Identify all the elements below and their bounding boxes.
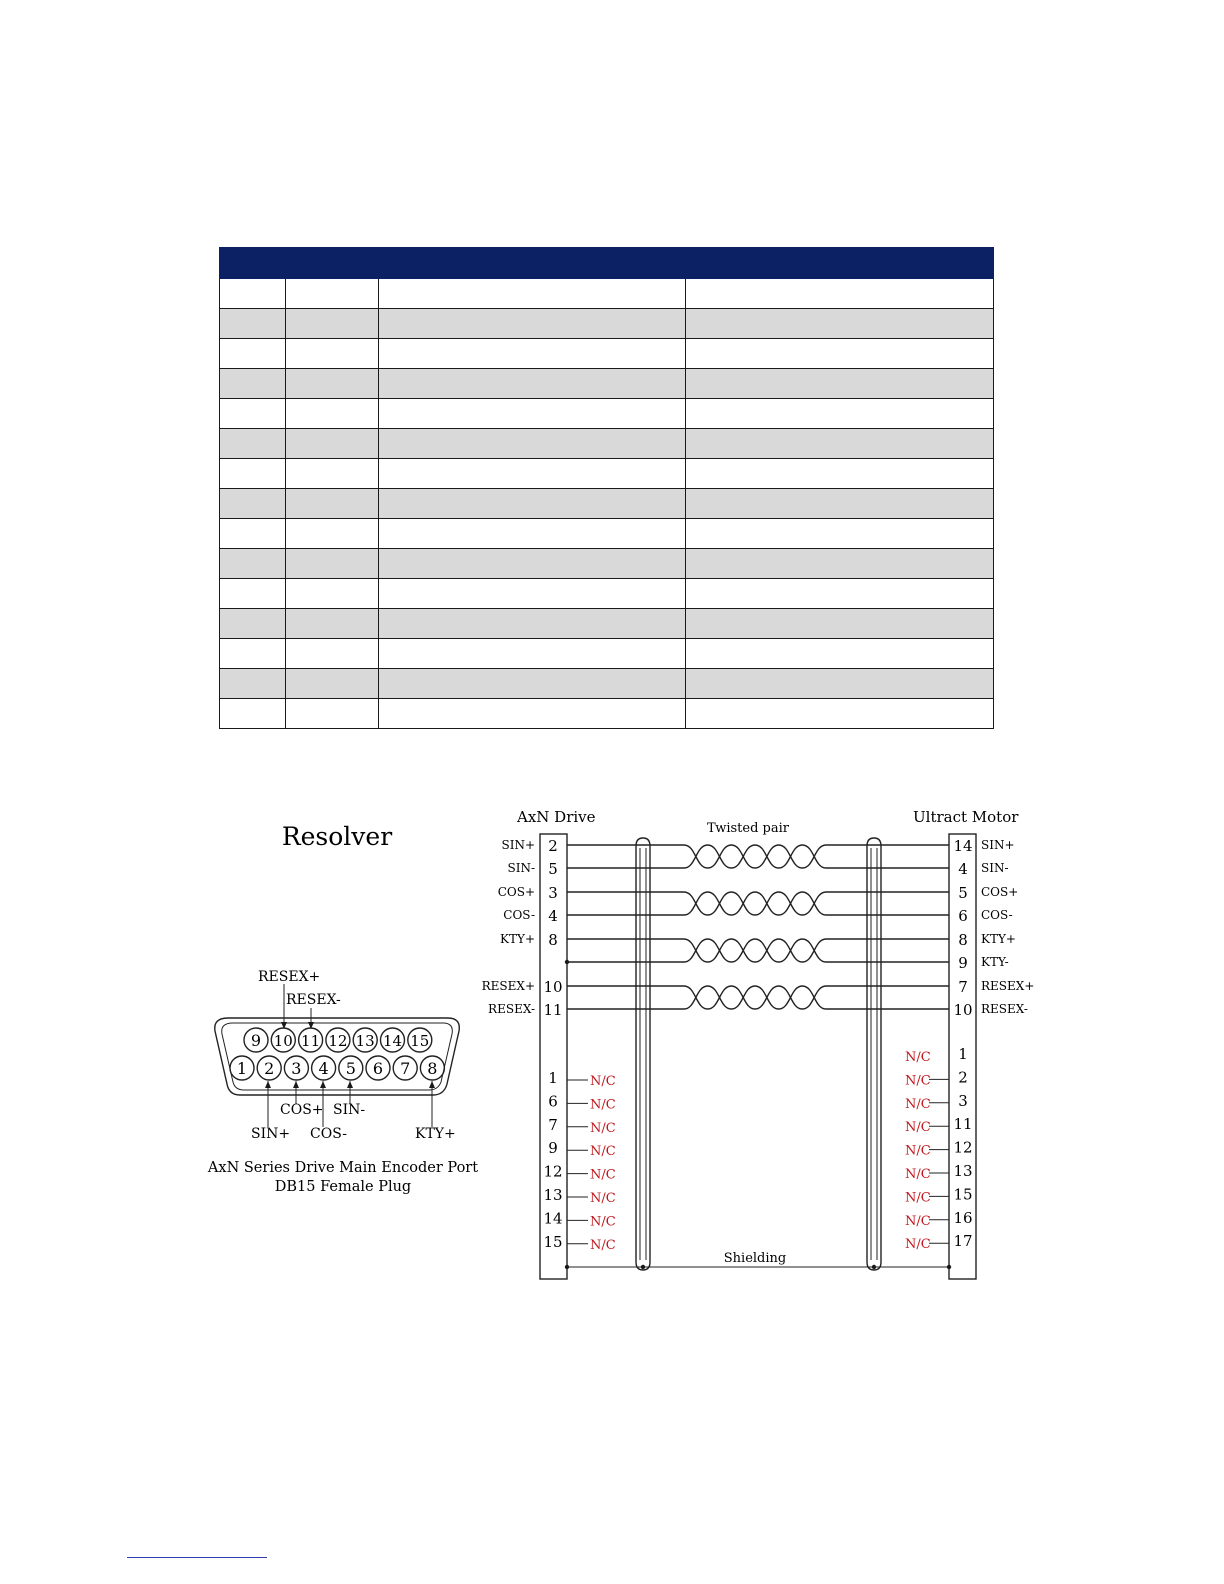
drive-signal-label: COS+ bbox=[497, 885, 535, 899]
label-sin-plus: SIN+ bbox=[251, 1126, 291, 1142]
motor-pin-number: 6 bbox=[958, 907, 968, 925]
db15-pin-number: 4 bbox=[318, 1059, 329, 1078]
motor-pin-number: 7 bbox=[958, 978, 968, 996]
nc-label: N/C bbox=[590, 1167, 616, 1183]
motor-title: Ultract Motor bbox=[913, 808, 1019, 826]
db15-pin-number: 12 bbox=[328, 1032, 348, 1050]
nc-label: N/C bbox=[590, 1074, 616, 1089]
motor-signal-label: SIN- bbox=[981, 861, 1009, 875]
label-cos-plus: COS+ bbox=[280, 1102, 324, 1118]
twist-mask bbox=[684, 843, 826, 870]
shielding-label: Shielding bbox=[723, 1251, 787, 1266]
twist-mask bbox=[684, 890, 826, 917]
nc-label: N/C bbox=[905, 1190, 931, 1206]
db15-pin-number: 10 bbox=[273, 1032, 293, 1050]
motor-nc-pins bbox=[905, 1045, 973, 1252]
nc-label: N/C bbox=[905, 1096, 931, 1112]
twisted-pair-label: Twisted pair bbox=[707, 821, 789, 836]
drive-pin-number: 11 bbox=[543, 1001, 563, 1019]
nc-label: N/C bbox=[905, 1213, 931, 1229]
drive-pin-number: 5 bbox=[548, 860, 558, 878]
footer-link-underline bbox=[127, 1557, 267, 1558]
drive-signal-label: RESEX- bbox=[488, 1002, 535, 1016]
db15-pin-number: 13 bbox=[355, 1032, 375, 1050]
resolver-title: Resolver bbox=[281, 822, 393, 851]
connector-caption-line2: DB15 Female Plug bbox=[274, 1179, 412, 1195]
drive-nc-pins bbox=[543, 1069, 615, 1253]
db15-pin-number: 11 bbox=[301, 1032, 321, 1050]
motor-pin-number: 10 bbox=[953, 1001, 973, 1019]
db15-pin-number: 8 bbox=[427, 1059, 438, 1078]
db15-pin-number: 3 bbox=[291, 1059, 302, 1078]
nc-label: N/C bbox=[905, 1167, 931, 1182]
motor-pin-number: 9 bbox=[958, 954, 968, 972]
label-kty-plus: KTY+ bbox=[415, 1126, 456, 1142]
motor-nc-pin-number: 15 bbox=[953, 1185, 973, 1204]
motor-signal-label: RESEX- bbox=[981, 1002, 1028, 1016]
db15-pin-number: 5 bbox=[345, 1059, 356, 1078]
twisted-pairs bbox=[684, 843, 826, 1011]
db15-pin-number: 7 bbox=[400, 1059, 411, 1078]
motor-pin-number: 4 bbox=[958, 860, 968, 878]
motor-signal-label: RESEX+ bbox=[981, 979, 1035, 993]
nc-label: N/C bbox=[590, 1214, 616, 1230]
drive-nc-pin-number: 7 bbox=[548, 1115, 558, 1134]
motor-signal-label: COS+ bbox=[981, 885, 1019, 899]
twist-mask bbox=[684, 984, 826, 1011]
drive-title: AxN Drive bbox=[517, 808, 596, 826]
nc-label: N/C bbox=[905, 1237, 931, 1253]
label-resex-minus: RESEX- bbox=[286, 992, 341, 1008]
db15-pin-number: 6 bbox=[372, 1059, 384, 1078]
drive-pin-number: 4 bbox=[548, 907, 558, 925]
drive-pin-number: 2 bbox=[548, 837, 558, 855]
nc-label: N/C bbox=[905, 1050, 931, 1065]
nc-label: N/C bbox=[590, 1191, 616, 1206]
nc-label: N/C bbox=[905, 1143, 931, 1159]
motor-nc-pin-number: 17 bbox=[953, 1232, 973, 1251]
drive-signal-label: SIN- bbox=[507, 861, 535, 875]
drive-nc-pin-number: 15 bbox=[543, 1232, 563, 1251]
motor-nc-pin-number: 3 bbox=[958, 1091, 968, 1110]
drive-pin-number: 3 bbox=[548, 884, 558, 902]
motor-nc-pin-number: 2 bbox=[958, 1068, 968, 1087]
nc-label: N/C bbox=[590, 1237, 616, 1253]
label-resex-plus: RESEX+ bbox=[258, 969, 321, 985]
motor-signal-label: KTY+ bbox=[981, 932, 1016, 946]
db15-pin-number: 1 bbox=[236, 1059, 248, 1078]
drive-nc-pin-number: 6 bbox=[548, 1092, 558, 1111]
motor-signal-label: SIN+ bbox=[981, 838, 1015, 852]
db15-pin-number: 9 bbox=[250, 1031, 262, 1050]
drive-signal-label: RESEX+ bbox=[481, 979, 535, 993]
nc-label: N/C bbox=[905, 1073, 931, 1089]
db15-pin-number: 2 bbox=[264, 1059, 275, 1078]
nc-label: N/C bbox=[590, 1097, 616, 1113]
drive-signal-label: KTY+ bbox=[500, 932, 535, 946]
motor-pin-number: 5 bbox=[958, 884, 968, 902]
db15-pin-number: 15 bbox=[410, 1032, 430, 1050]
motor-pin-number: 8 bbox=[958, 931, 968, 949]
drive-nc-pin-number: 14 bbox=[543, 1209, 563, 1228]
nc-label: N/C bbox=[590, 1120, 616, 1136]
drive-pin-number: 8 bbox=[548, 931, 558, 949]
drive-pin-number: 10 bbox=[543, 978, 563, 996]
nc-label: N/C bbox=[590, 1144, 616, 1160]
motor-signal-label: COS- bbox=[981, 908, 1013, 922]
drive-nc-pin-number: 12 bbox=[543, 1162, 563, 1181]
db15-pin-number: 14 bbox=[382, 1032, 403, 1050]
motor-nc-pin-number: 13 bbox=[953, 1162, 973, 1180]
motor-nc-pin-number: 11 bbox=[953, 1115, 973, 1134]
drive-signal-label: COS- bbox=[503, 908, 535, 922]
twist-mask bbox=[684, 937, 826, 964]
connector-caption-line1: AxN Series Drive Main Encoder Port bbox=[207, 1160, 479, 1176]
label-cos-minus: COS- bbox=[310, 1126, 348, 1142]
drive-nc-pin-number: 13 bbox=[543, 1186, 563, 1204]
motor-signal-label: KTY- bbox=[981, 955, 1009, 969]
nc-label: N/C bbox=[905, 1120, 931, 1136]
motor-nc-pin-number: 1 bbox=[958, 1045, 968, 1063]
motor-nc-pin-number: 16 bbox=[953, 1208, 973, 1227]
motor-nc-pin-number: 12 bbox=[953, 1138, 973, 1157]
drive-signal-label: SIN+ bbox=[501, 838, 535, 852]
label-sin-minus: SIN- bbox=[333, 1102, 366, 1118]
wire-junction-dot bbox=[565, 960, 569, 964]
drive-nc-pin-number: 9 bbox=[548, 1139, 558, 1158]
motor-pin-number: 14 bbox=[953, 837, 973, 855]
drive-nc-pin-number: 1 bbox=[548, 1069, 558, 1087]
